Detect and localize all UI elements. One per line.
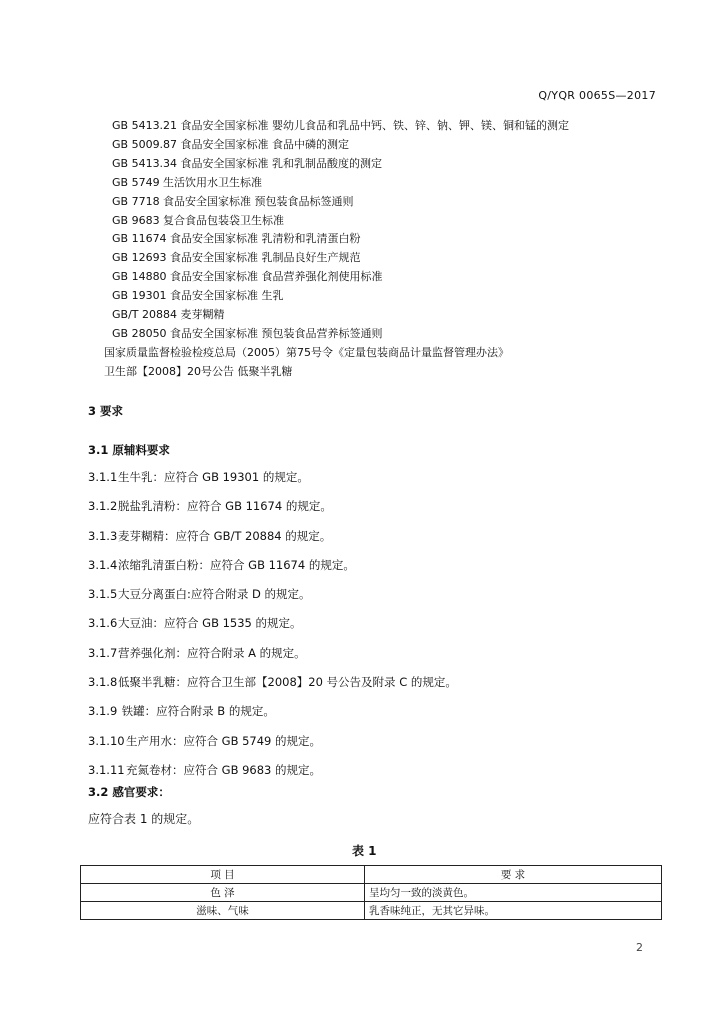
clause-text: 生产用水：应符合 GB 5749 的规定。 <box>126 733 322 748</box>
clause-text: 营养强化剂：应符合附录 A 的规定。 <box>118 645 306 660</box>
table-cell: 乳香味纯正，无其它异味。 <box>365 902 662 920</box>
clause-text: 麦芽糊精：应符合 GB/T 20884 的规定。 <box>118 528 332 543</box>
requirement-item <box>88 615 457 644</box>
section-heading: 3 要求 <box>88 404 124 418</box>
clause-number: 3.1.4 <box>88 557 118 572</box>
reference-item: GB 11674 食品安全国家标准 乳清粉和乳清蛋白粉 <box>112 232 361 246</box>
raw-material-requirements <box>88 469 457 791</box>
subsection-heading: 3.2 感官要求： <box>88 785 170 799</box>
table-cell: 色 泽 <box>81 884 365 902</box>
requirement-item <box>88 498 457 527</box>
table-cell: 滋味、气味 <box>81 902 365 920</box>
clause-number: 3.1.5 <box>88 587 118 602</box>
sensory-requirements-table <box>80 865 662 920</box>
table-caption: 表 1 <box>352 844 377 858</box>
requirement-item <box>88 469 457 498</box>
reference-item: GB 5009.87 食品安全国家标准 食品中磷的测定 <box>112 137 350 151</box>
table-row <box>81 902 662 920</box>
table-row <box>81 884 662 902</box>
clause-number: 3.1.6 <box>88 616 118 631</box>
page-number: 2 <box>636 941 643 954</box>
reference-item: GB 19301 食品安全国家标准 生乳 <box>112 289 284 303</box>
reference-item: 卫生部【2008】20号公告 低聚半乳糖 <box>104 364 293 378</box>
reference-item: GB 5413.21 食品安全国家标准 婴幼儿食品和乳品中钙、铁、锌、钠、钾、镁、铜和锰的测定 <box>112 119 570 132</box>
reference-item: GB 28050 食品安全国家标准 预包装食品营养标签通则 <box>112 326 383 340</box>
reference-item: GB/T 20884 麦芽糊精 <box>112 308 225 322</box>
reference-item: GB 5749 生活饮用水卫生标准 <box>112 175 263 189</box>
clause-text: 大豆分离蛋白:应符合附录 D 的规定。 <box>118 587 311 602</box>
requirement-item <box>88 557 457 586</box>
reference-item: 国家质量监督检验检疫总局（2005）第75号令《定量包装商品计量监督管理办法》 <box>104 345 509 359</box>
clause-number: 3.1.2 <box>88 499 118 514</box>
clause-text: 脱盐乳清粉：应符合 GB 11674 的规定。 <box>118 499 332 514</box>
reference-item: GB 9683 复合食品包装袋卫生标准 <box>112 213 285 227</box>
requirement-item <box>88 528 457 557</box>
table-header-cell: 要 求 <box>365 866 662 884</box>
clause-number: 3.1.3 <box>88 528 118 543</box>
requirement-item <box>88 703 457 732</box>
clause-text: 铁罐：应符合附录 B 的规定。 <box>118 704 275 719</box>
reference-item: GB 14880 食品安全国家标准 食品营养强化剂使用标准 <box>112 270 383 284</box>
table-cell: 呈均匀一致的淡黄色。 <box>365 884 662 902</box>
table-header-cell: 项 目 <box>81 866 365 884</box>
clause-text: 生牛乳：应符合 GB 19301 的规定。 <box>118 470 309 484</box>
reference-item: GB 7718 食品安全国家标准 预包装食品标签通则 <box>112 194 354 208</box>
reference-item: GB 12693 食品安全国家标准 乳制品良好生产规范 <box>112 251 361 265</box>
clause-text: 大豆油：应符合 GB 1535 的规定。 <box>118 616 302 631</box>
clause-number: 3.1.8 <box>88 675 118 690</box>
subsection-heading: 3.1 原辅料要求 <box>88 443 170 457</box>
normative-reference-list <box>104 117 570 382</box>
clause-text: 浓缩乳清蛋白粉：应符合 GB 11674 的规定。 <box>118 557 355 572</box>
clause-number: 3.1.9 <box>88 704 118 719</box>
clause-text: 充氮卷材：应符合 GB 9683 的规定。 <box>126 762 322 777</box>
clause-text: 低聚半乳糖：应符合卫生部【2008】20 号公告及附录 C 的规定。 <box>118 675 457 690</box>
clause-number: 3.1.11 <box>88 762 125 777</box>
body-paragraph: 应符合表 1 的规定。 <box>88 812 200 826</box>
document-code: Q/YQR 0065S—2017 <box>538 89 656 102</box>
clause-number: 3.1.7 <box>88 645 118 660</box>
requirement-item <box>88 645 457 674</box>
table-header-row <box>81 866 662 884</box>
requirement-item <box>88 674 457 703</box>
requirement-item <box>88 586 457 615</box>
reference-item: GB 5413.34 食品安全国家标准 乳和乳制品酸度的测定 <box>112 156 383 170</box>
clause-number: 3.1.10 <box>88 733 125 748</box>
requirement-item <box>88 733 457 762</box>
clause-number: 3.1.1 <box>88 470 118 484</box>
